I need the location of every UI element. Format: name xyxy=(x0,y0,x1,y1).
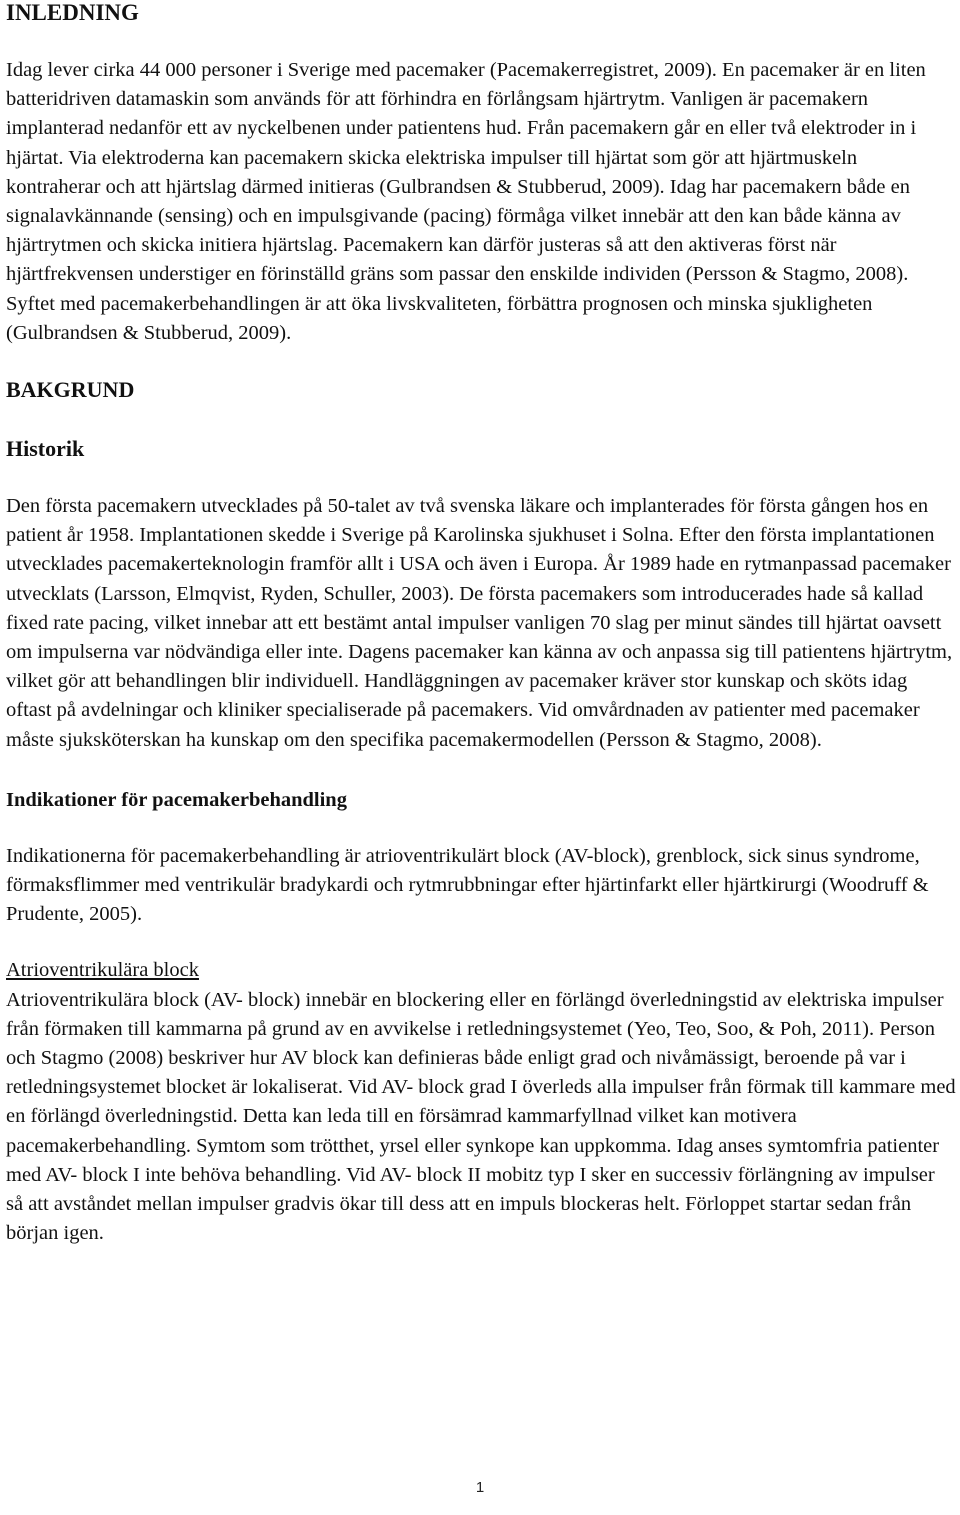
document-page xyxy=(6,0,956,1249)
background-heading: BAKGRUND xyxy=(6,377,135,403)
indications-heading: Indikationer för pacemakerbehandling xyxy=(6,788,347,811)
history-heading: Historik xyxy=(6,436,85,462)
page-number: 1 xyxy=(475,1479,485,1496)
av-block-heading: Atrioventrikulära block xyxy=(6,959,199,982)
intro-paragraph: Idag lever cirka 44 000 personer i Sverige med pacemaker (Pacemakerregistret, 2009). En pacemaker är en liten batteridriven datamaskin som används för att förhindra en förlångsam hjärtrytm. Vanligen är pacemakern implanterad nedanför ett av nyckelbenen under patientens hud. Från pacemakern går en eller två elektroder in i hjärtat. Via elektroderna kan pacemakern skicka elektriska impulser till hjärtat som gör att hjärtmuskeln kontraherar och att hjärtslag därmed initieras (Gulbrandsen & Stubberud, 2009). Idag har pacemakern både en signalavkännande (sensing) och en impulsgivande (pacing) förmåga vilket innebär att den kan både känna av hjärtrytmen och skicka initiera hjärtslag. Pacemakern kan därför justeras så att den aktiveras först när hjärtfrekvensen understiger en förinställd gräns som passar den enskilde individen (Persson & Stagmo, 2008). Syftet med pacemakerbehandlingen är att öka livskvaliteten, förbättra prognosen och minska sjukligheten (Gulbrandsen & Stubberud, 2009). xyxy=(6,59,926,344)
intro-heading: INLEDNING xyxy=(6,0,139,25)
av-block-paragraph: Atrioventrikulära block (AV- block) innebär en blockering eller en förlängd överledningstid av elektriska impulser från förmaken till kammarna på grund av en avvikelse i retledningsystemet (Yeo, Teo, Soo, & Poh, 2011). Person och Stagmo (2008) beskriver hur AV block kan definieras både enligt grad och nivåmässigt, beroende på var i retledningsystemet blocket är lokaliserat. Vid AV- block grad I överleds alla impulser från förmak till kammare med en förlängd överledningstid. Detta kan leda till en försämrad kammarfyllnad vilket kan motivera pacemakerbehandling. Symtom som trötthet, yrsel eller synkope kan uppkomma. Idag anses symtomfria patienter med AV- block I inte behöva behandling. Vid AV- block II mobitz typ I sker en successiv förlängning av impulser så att avståndet mellan impulser gradvis ökar till dess att en impuls blockeras helt. Förloppet startar sedan från början igen. xyxy=(6,988,956,1245)
history-paragraph: Den första pacemakern utvecklades på 50-talet av två svenska läkare och implanterades för första gången hos en patient år 1958. Implantationen skedde i Sverige på Karolinska sjukhuset i Solna. Efter den första implantationen utvecklades pacemakerteknologin framför allt i USA och även i Europa. År 1989 hade en rytmanpassad pacemaker utvecklats (Larsson, Elmqvist, Ryden, Schuller, 2003). De första pacemakers som introducerades hade så kallad fixed rate pacing, vilket innebar att ett bestämt antal impulser vanligen 70 slag per minut sändes till hjärtat oavsett om impulserna var nödvändiga eller inte. Dagens pacemaker kan känna av och anpassa sig till patientens hjärtrytm, vilket gör att behandlingen blir individuell. Handläggningen av pacemaker kräver stor kunskap och sköts idag oftast på avdelningar och kliniker specialiserade på pacemakers. Vid omvårdnaden av patienter med pacemaker måste sjuksköterskan ha kunskap om den specifika pacemakermodellen (Persson & Stagmo, 2008). xyxy=(6,495,953,751)
indications-paragraph: Indikationerna för pacemakerbehandling är atrioventrikulärt block (AV-block), grenblock, sick sinus syndrome, förmaksflimmer med ventrikulär bradykardi och rytmrubbningar efter hjärtinfarkt eller hjärtkirurgi (Woodruff & Prudente, 2005). xyxy=(6,844,929,926)
